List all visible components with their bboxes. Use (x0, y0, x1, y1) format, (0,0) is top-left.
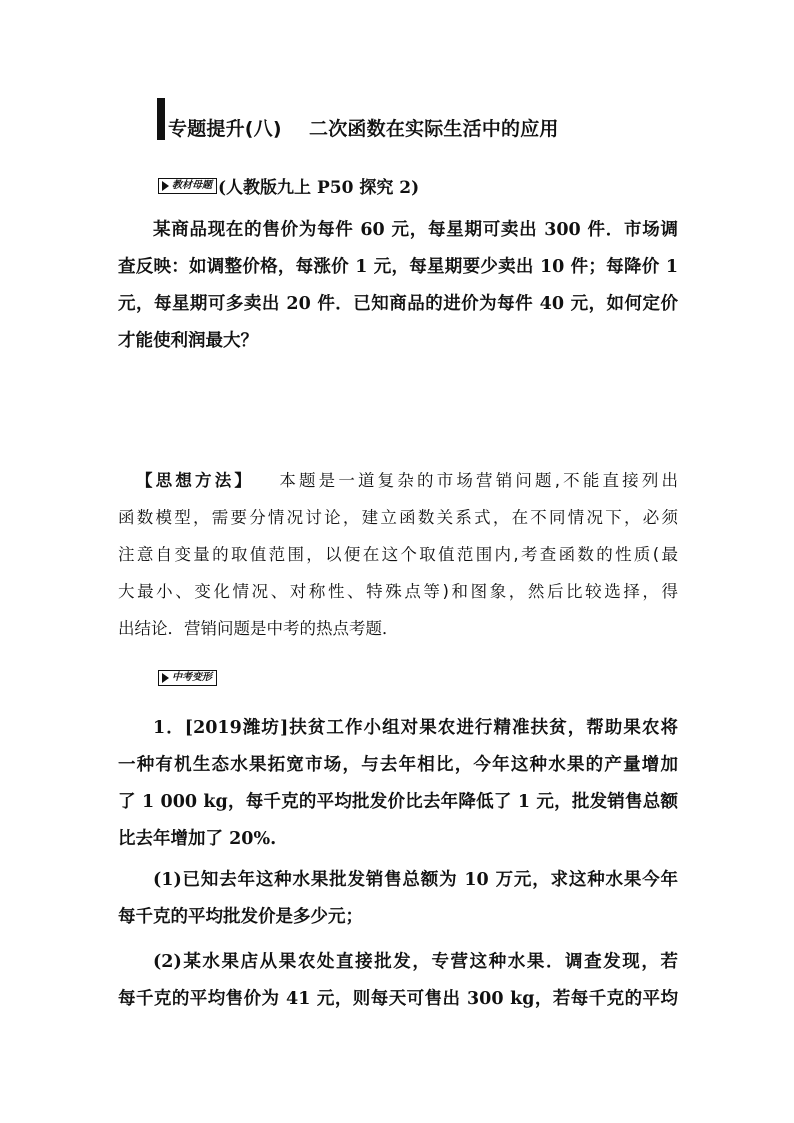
method-line: 函数模型，需要分情况讨论，建立函数关系式，在不同情况下，必须 (118, 508, 678, 527)
exam-variant-row (158, 670, 217, 686)
question-line: 了 1 000 kg，每千克的平均批发价比去年降低了 1 元，批发销售总额 (118, 792, 678, 812)
method-line: 出结论．营销问题是中考的热点考题． (118, 619, 399, 638)
method-line (118, 462, 678, 499)
method-text: 本题是一道复杂的市场营销问题,不能直接列出 (279, 471, 679, 490)
problem-line: 某商品现在的售价为每件 60 元，每星期可卖出 300 件．市场调 (153, 220, 678, 240)
section-title (157, 96, 559, 140)
part-line: 每千克的平均批发价是多少元； (118, 907, 363, 927)
question-1 (118, 710, 678, 858)
title-marker-bar (157, 98, 165, 140)
question-line: 1．[2019潍坊]扶贫工作小组对果农进行精准扶贫，帮助果农将 (153, 718, 678, 738)
play-triangle-icon (162, 181, 169, 191)
thinking-method (118, 462, 678, 647)
textbook-problem (118, 212, 678, 360)
question-1-part-1 (118, 862, 678, 936)
problem-line: 才能使利润最大？ (118, 331, 258, 351)
textbook-source-row (158, 173, 419, 198)
question-line: 比去年增加了 20%. (118, 829, 277, 849)
play-triangle-icon (162, 673, 169, 683)
textbook-tag-label: 教材母题 (172, 179, 212, 191)
method-label: 【思想方法】 (136, 471, 255, 490)
exam-tag (158, 670, 217, 686)
part-line: (2)某水果店从果农处直接批发，专营这种水果．调查发现，若 (153, 952, 678, 972)
textbook-tag (158, 178, 217, 194)
title-text: 专题提升(八) 二次函数在实际生活中的应用 (168, 118, 559, 140)
method-line: 注意自变量的取值范围，以便在这个取值范围内,考查函数的性质(最 (118, 545, 678, 564)
problem-line: 查反映：如调整价格，每涨价 1 元，每星期要少卖出 10 件；每降价 1 (118, 257, 678, 277)
part-line: 每千克的平均售价为 41 元，则每天可售出 300 kg，若每千克的平均 (118, 989, 678, 1009)
part-line: (1)已知去年这种水果批发销售总额为 10 万元，求这种水果今年 (153, 870, 678, 890)
question-1-part-2 (118, 944, 678, 1018)
question-line: 一种有机生态水果拓宽市场，与去年相比，今年这种水果的产量增加 (118, 755, 678, 775)
exam-tag-label: 中考变形 (172, 672, 212, 683)
method-line: 大最小、变化情况、对称性、特殊点等)和图象，然后比较选择，得 (118, 582, 678, 601)
textbook-source: (人教版九上 P50 探究 2) (218, 178, 420, 198)
problem-line: 元，每星期可多卖出 20 件．已知商品的进价为每件 40 元，如何定价 (118, 294, 678, 314)
